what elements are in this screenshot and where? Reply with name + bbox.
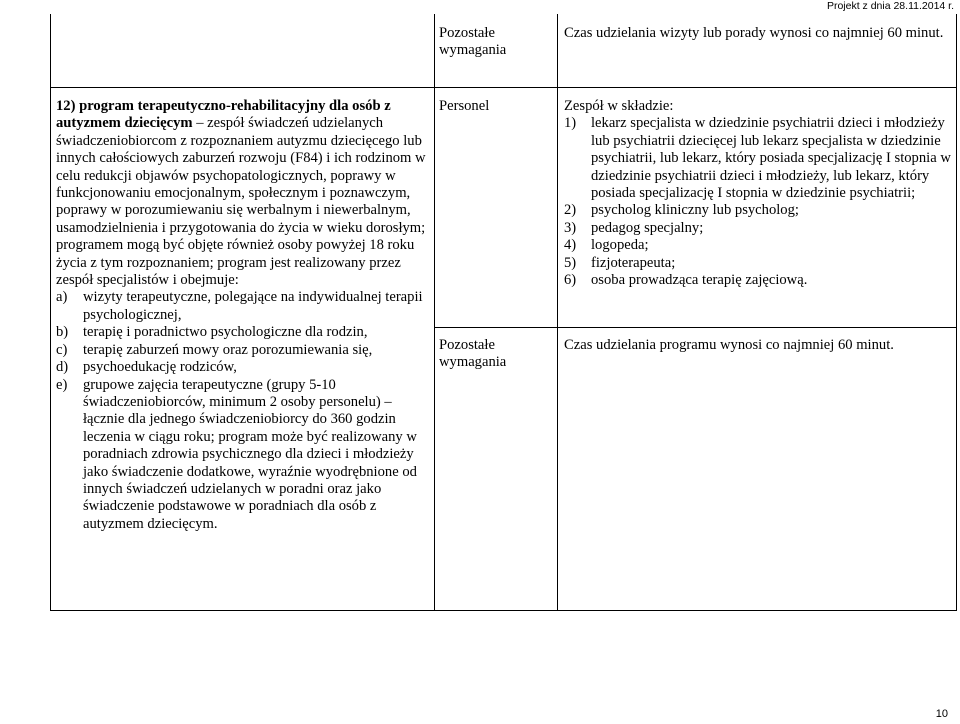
list-item: 5) fizjoterapeuta;	[564, 254, 676, 271]
header-note: Projekt z dnia 28.11.2014 r.	[826, 0, 954, 12]
list-item: 4) logopeda;	[564, 237, 649, 254]
list-item: 1) lekarz specjalista w dziedzinie psychiatrii dzieci i młodzieży lub psychiatrii dziecięcej lub lekarz specjalista w dziedzinie psychiatrii, lub lekarz, który posiada specjalizację I stopnia w dziedzinie psychiatrii dzieci i młodzieży, lub lekarz, który posiada specjalizację I stopnia w dziedzinie psychiatrii;	[564, 115, 951, 202]
list-item: b) terapię i poradnictwo psychologiczne dla rodzin,	[56, 324, 368, 341]
program-title: 12) program terapeutyczno-rehabilitacyjny dla osób z autyzmem dziecięcym	[56, 98, 391, 132]
list-item: 3) pedagog specjalny;	[564, 219, 704, 236]
list-item: a) wizyty terapeutyczne, polegające na indywidualnej terapii psychologicznej,	[56, 289, 423, 323]
program-description	[56, 98, 431, 533]
table-border-right	[956, 14, 957, 610]
other-requirements-text: Czas udzielania programu wynosi co najmniej 60 minut.	[564, 337, 894, 353]
table-row-divider	[50, 87, 957, 88]
list-item: 6) osoba prowadząca terapię zajęciową.	[564, 272, 808, 289]
program-intro: – zespół świadczeń udzielanych świadczeniobiorcom z rozpoznaniem autyzmu dziecięcego lub innych całościowych zaburzeń rozwoju (F84) i ich rodzinom w celu redukcji objawów psychopatologicznych, poprawy w funkcjonowaniu emocjonalnym, społecznym i poznawczym, poprawy w porozumiewaniu się werbalnym i niewerbalnym, usamodzielnienia i przygotowania do życia w wieku dorosłym; programem mogą być objęte również osoby powyżej 18 roku życia z tym rozpoznaniem; program jest realizowany przez zespół specjalistów i obejmuje:	[56, 115, 426, 289]
list-item: d) psychoedukację rodziców,	[56, 359, 237, 376]
list-item: e) grupowe zajęcia terapeutyczne (grupy 5-10 świadczeniobiorców, minimum 2 osoby personelu) – łącznie dla jednego świadczeniobiorcy do 360 godzin leczenia w ciągu roku; program może być realizowany w poradniach zdrowia psychicznego dla dzieci i młodzieży jako świadczenie dodatkowe, wyraźnie wyodrębnione od innych świadczeń udzielanych w poradni oraz jako świadczenie podstawowe w poradniach dla osób z autyzmem dziecięcym.	[56, 376, 417, 532]
table-border-bottom	[50, 610, 957, 611]
top-row-text: Czas udzielania wizyty lub porady wynosi co najmniej 60 minut.	[564, 25, 944, 41]
top-row-label: Pozostałe wymagania	[439, 25, 507, 59]
program-items	[56, 289, 431, 533]
personnel-list	[564, 115, 956, 289]
personnel-label: Personel	[439, 98, 490, 114]
list-item: 2) psycholog kliniczny lub psycholog;	[564, 202, 799, 219]
table-border-col2	[434, 14, 435, 610]
page-number: 10	[935, 708, 948, 720]
table-border-left	[50, 14, 51, 610]
personnel-content	[564, 98, 956, 289]
table-inner-divider	[434, 327, 957, 328]
list-item: c) terapię zaburzeń mowy oraz porozumiewania się,	[56, 341, 373, 358]
table-border-col3	[557, 14, 558, 610]
personnel-intro: Zespół w składzie:	[564, 98, 674, 114]
other-requirements-label: Pozostałe wymagania	[439, 337, 507, 371]
